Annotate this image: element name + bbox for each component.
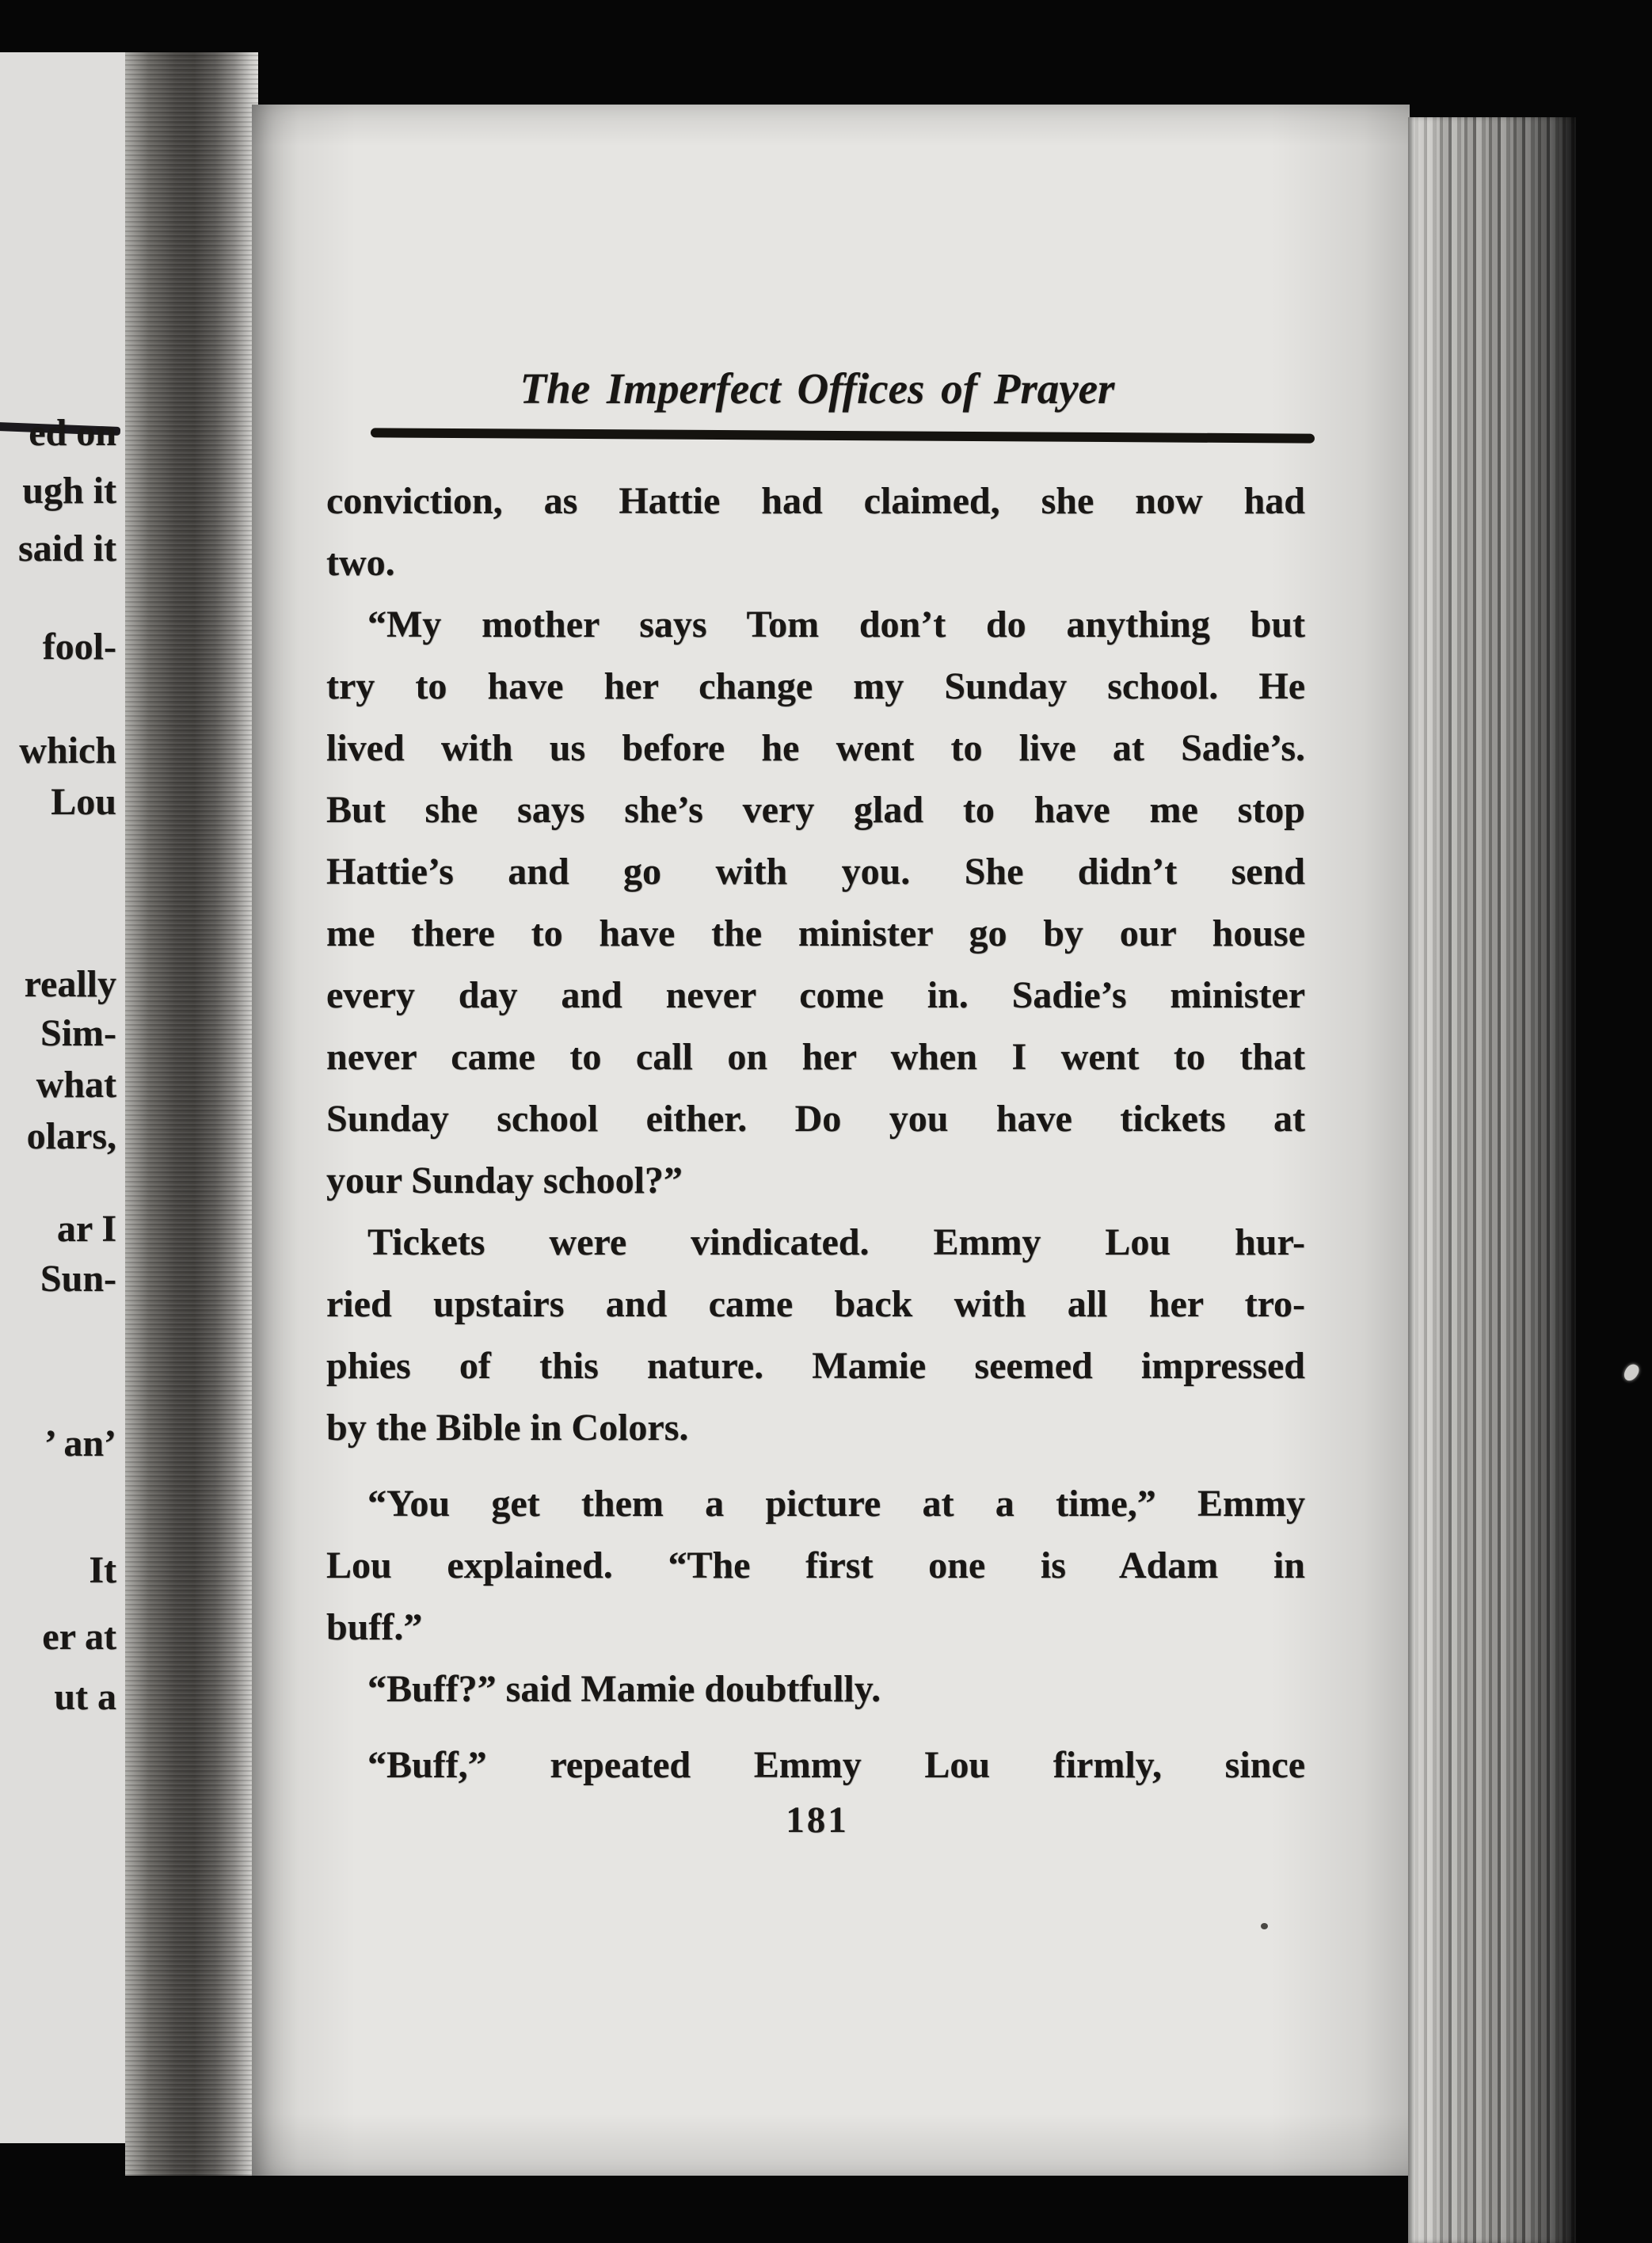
book-fore-edge-texture [1408,117,1576,2243]
facing-text-fragment: olars, [26,1115,116,1157]
header-rule [371,428,1315,443]
text-line: Lou explained. “The first one is Adam in [326,1544,1305,1586]
facing-text-fragment: ugh it [22,470,116,512]
facing-text-fragment: Lou [51,781,116,823]
facing-text-fragment: fool- [42,626,116,668]
book-page [252,105,1410,2176]
text-line: me there to have the minister go by our house [326,912,1305,954]
facing-text-fragment: really [24,963,116,1005]
facing-text-fragment: It [89,1549,116,1591]
text-line: by the Bible in Colors. [326,1407,689,1449]
page-number: 181 [786,1799,849,1841]
text-line: every day and never come in. Sadie’s minister [326,974,1305,1016]
facing-text-fragment: ed on [29,412,116,454]
facing-text-fragment: ut a [54,1676,116,1718]
text-line: conviction, as Hattie had claimed, she now had [326,480,1305,522]
text-line: “You get them a picture at a time,” Emmy [367,1483,1305,1525]
text-line: never came to call on her when I went to that [326,1036,1305,1078]
body-text-block [326,470,1305,1796]
facing-text-fragment: Sim- [40,1012,116,1054]
text-line: Sunday school either. Do you have tickets at [326,1098,1305,1140]
text-line: ried upstairs and came back with all her tro- [326,1283,1305,1325]
text-line: “Buff,” repeated Emmy Lou firmly, since [367,1744,1305,1786]
facing-text-fragment: said it [17,527,116,569]
text-line: lived with us before he went to live at Sadie’s. [326,727,1305,769]
text-line: But she says she’s very glad to have me stop [326,789,1305,831]
scan-speck-dark [1261,1923,1268,1929]
book-gutter-shadow [125,52,258,2176]
facing-text-fragment: ar I [56,1208,116,1250]
facing-text-fragment: er at [42,1616,116,1658]
facing-text-fragment: which [19,729,116,771]
text-line: phies of this nature. Mamie seemed impressed [326,1345,1305,1387]
text-line: buff.” [326,1606,423,1648]
facing-text-fragment: what [36,1064,116,1106]
text-line: your Sunday school?” [326,1160,683,1201]
facing-text-fragment: Sun- [40,1258,116,1300]
text-line: “My mother says Tom don’t do anything but [367,604,1305,645]
text-line: Hattie’s and go with you. She didn’t send [326,851,1305,893]
running-header: The Imperfect Offices of Prayer [520,364,1115,413]
facing-page-sliver [0,52,131,2143]
text-line: “Buff?” said Mamie doubtfully. [367,1668,881,1710]
text-line: try to have her change my Sunday school. He [326,665,1305,707]
text-line: Tickets were vindicated. Emmy Lou hur- [367,1221,1305,1263]
scan-speck-light [1622,1362,1641,1384]
text-line: two. [326,542,395,584]
facing-text-fragment: ’ an’ [44,1422,116,1464]
